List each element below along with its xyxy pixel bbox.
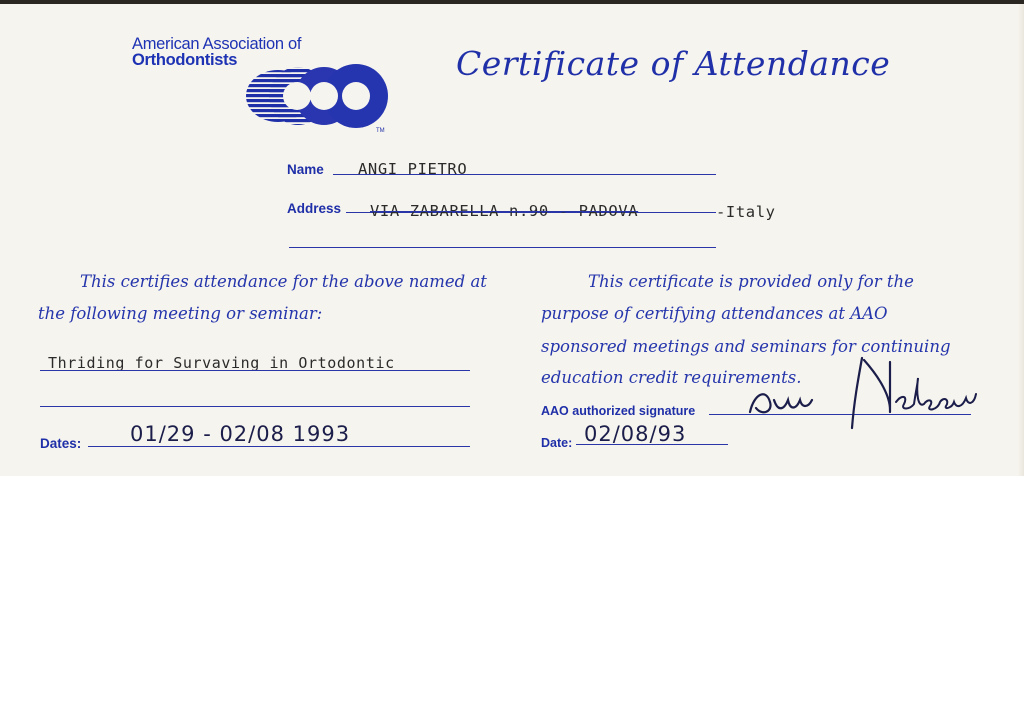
seminar-line (40, 370, 470, 371)
aao-logo-icon (238, 54, 398, 136)
svg-text:TM: TM (376, 128, 385, 134)
signature-label: AAO authorized signature (541, 404, 696, 418)
certificate-title: Certificate of Attendance (456, 44, 891, 83)
dates-label: Dates: (40, 436, 82, 451)
address-value: VIA ZABARELLA n.90 - PADOVA (370, 202, 639, 220)
certificate (0, 4, 1024, 476)
right-statement-line1: This certificate is provided only for the (588, 272, 914, 291)
name-label: Name (287, 162, 324, 177)
address-country: -Italy (716, 203, 776, 221)
right-statement-line3: sponsored meetings and seminars for continuing (541, 337, 951, 356)
handwritten-signature (740, 350, 980, 432)
address-line-2 (289, 247, 716, 248)
right-statement-line2: purpose of certifying attendances at AAO (541, 304, 888, 323)
left-statement-line2: the following meeting or seminar: (38, 304, 323, 323)
seminar-line-2 (40, 406, 470, 407)
paper-edge (1018, 4, 1024, 476)
name-value: ANGI PIETRO (358, 160, 468, 178)
org-name-line1: American Association of (132, 35, 302, 53)
right-statement-line4: education credit requirements. (541, 368, 802, 387)
left-statement-line1: This certifies attendance for the above named at (80, 272, 487, 291)
address-label: Address (287, 201, 342, 216)
org-name-line2: Orthodontists (132, 51, 238, 69)
dates-line (88, 446, 470, 447)
date-value: 02/08/93 (584, 422, 687, 446)
dates-value: 01/29 - 02/08 1993 (130, 422, 351, 446)
seminar-name: Thriding for Survaving in Ortodontic (48, 354, 395, 372)
date-label: Date: (541, 436, 573, 450)
